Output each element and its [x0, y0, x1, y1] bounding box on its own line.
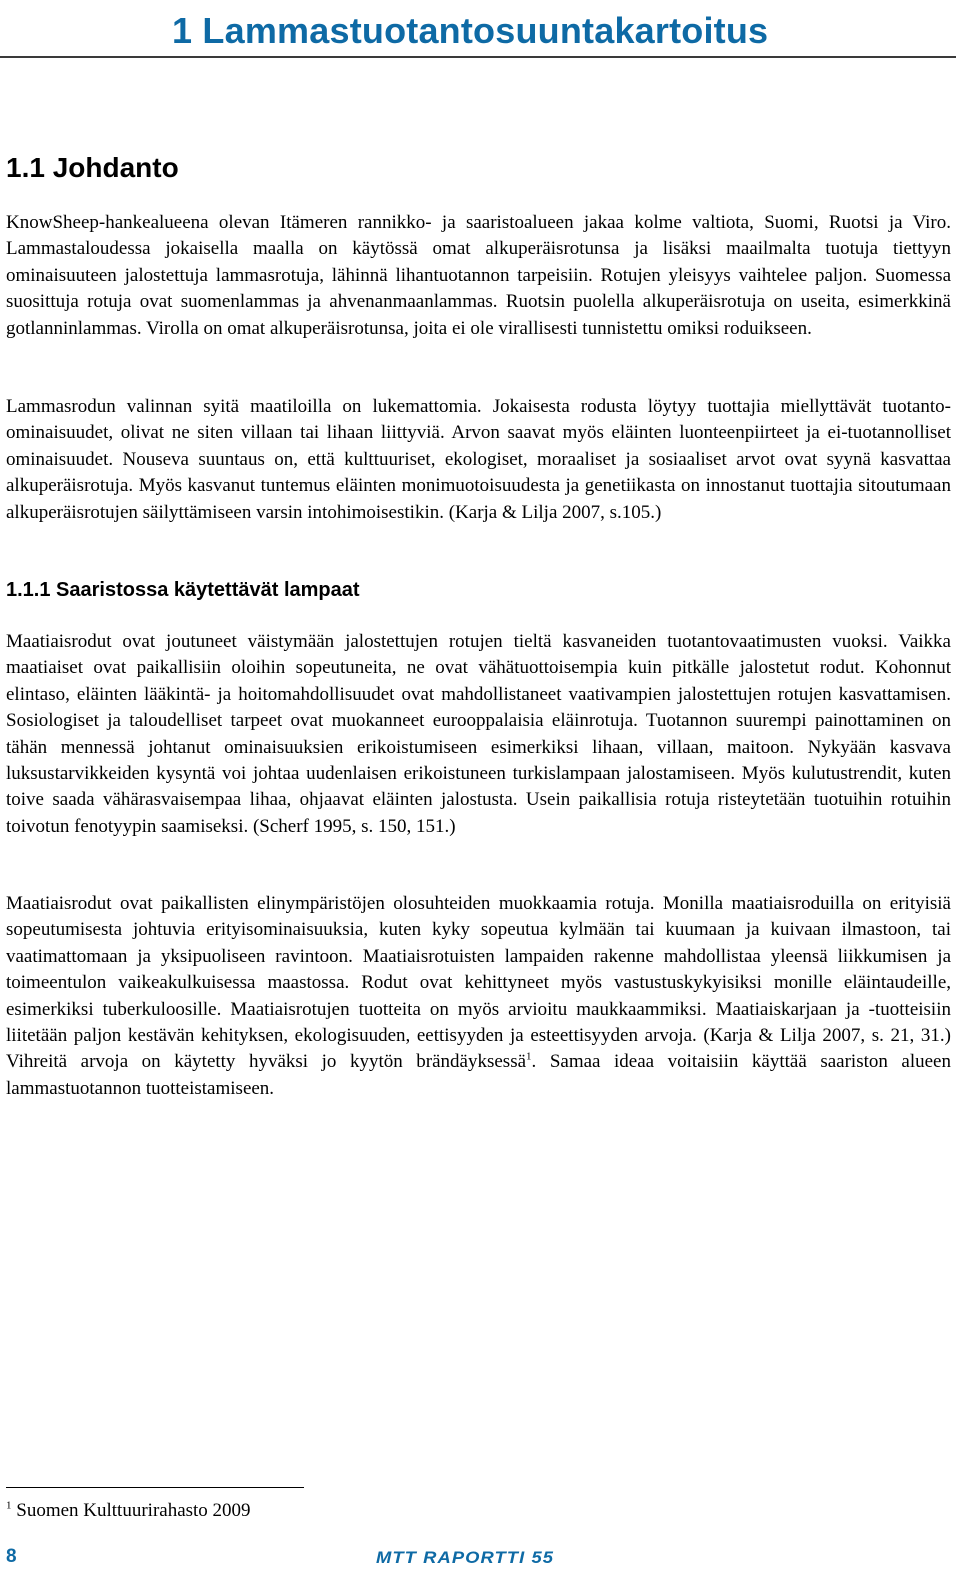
chapter-title: 1 Lammastuotantosuuntakartoitus	[172, 10, 769, 51]
section-heading: 1.1 Johdanto	[6, 152, 179, 183]
subsection-paragraph-2	[6, 891, 951, 1102]
footnote-divider	[6, 1487, 304, 1488]
paragraph-text: . Samaa ideaa voitaisiin käyttää saariston alueen lammastuotannon tuotteistamiseen.	[6, 1051, 951, 1099]
subsection-paragraph-1: Maatiaisrodut ovat joutuneet väistymään jalostettujen rotujen tieltä kasvaneiden tuotantovaatimusten vuoksi. Vaikka maatiaiset ovat paikallisiin oloihin sopeutuneita, ne ovat vähätuottoisempia kuin pitkälle jalostetut rodut. Kohonnut elintaso, eläinten lääkintä- ja hoitomahdollisuudet ovat mahdollistaneet vaativampien jalostettujen rotujen kasvattamisen. Sosiologiset ja taloudelliset tarpeet ovat muokanneet eurooppalaisia eläinrotuja. Tuotannon suurempi painottaminen on tähän mennessä johtanut ominaisuuksien erikoistumiseen esimerkiksi lihaan, villaan, maitoon. Nykyään kasvava luksustarvikkeiden kysyntä voi johtaa uudenlaisen erikoistuneen turkislampaan jalostamiseen. Myös kulutustrendit, kuten toive saada vähärasvaisempaa lihaa, ohjaavat eläinten jalostusta. Usein paikallisia rotuja risteytetään tuotuihin rotuihin toivotun fenotyypin saamiseksi. (Scherf 1995, s. 150, 151.)	[6, 631, 951, 837]
chapter-header	[0, 0, 956, 58]
subsection-heading: 1.1.1 Saaristossa käytettävät lampaat	[6, 579, 360, 601]
intro-paragraph-2: Lammasrodun valinnan syitä maatiloilla on lukemattomia. Jokaisesta rodusta löytyy tuottajia miellyttävät tuotanto-ominaisuudet, olivat ne siten villaan tai lihaan liittyviä. Arvon saavat myös eläinten luonteenpiirteet ja ei-tuotannolliset ominaisuudet. Nouseva suuntaus on, että kulttuuriset, ekologiset, moraaliset ja sosiaaliset arvot ovat syynä kasvattaa alkuperäisrotuja. Myös kasvanut tuntemus eläinten monimuotoisuudesta ja genetiikasta on innostanut tuottajia sitoutumaan alkuperäisrotujen säilyttämiseen varsin intohimoisestikin. (Karja & Lilja 2007, s.105.)	[6, 396, 951, 523]
report-series-name: MTT RAPORTTI 55	[376, 1548, 555, 1567]
footnote	[6, 1498, 251, 1524]
footnote-text: Suomen Kulttuurirahasto 2009	[16, 1500, 251, 1521]
intro-paragraph-1: KnowSheep-hankealueena olevan Itämeren rannikko- ja saaristoalueen jakaa kolme valtiota, Suomi, Ruotsi ja Viro. Lammastaloudessa jokaisella maalla on käytössä omat alkuperäisrotunsa ja lisäksi maailmalta tuotuja tiettyyn ominaisuuteen jalostettuja lammasrotuja, lähinnä lihantuotannon tarpeisiin. Rotujen yleisyys vaihtelee paljon. Suomessa suosittuja rotuja ovat suomenlammas ja ahvenanmaanlammas. Ruotsin puolella alkuperäisrotuja on useita, esimerkkinä gotlanninlammas. Virolla on omat alkuperäisrotunsa, joita ei ole virallisesti tunnistettu omiksi roduikseen.	[6, 212, 951, 339]
page-number: 8	[6, 1546, 17, 1567]
footnote-reference: 1	[526, 1051, 532, 1064]
paragraph-text: Maatiaisrodut ovat paikallisten elinympäristöjen olosuhteiden muokkaamia rotuja. Monilla maatiaisroduilla on erityisiä sopeutumisesta johtuvia erityisominaisuuksia, kuten kyky sopeutua kylmään tai kuumaan ja kuivaan ilmastoon, tai vaatimattomaan ja yksipuoliseen ravintoon. Maatiaisrotuisten lampaiden rakenne mahdollistaa yleensä liikkumisen ja toimeentulon vaikeakulkuisessa maastossa. Rodut ovat kehittyneet myös vastustuskykyisiksi monille eläintaudeille, esimerkiksi tuberkuloosille. Maatiaisrotujen tuotteita on myös arvioitu maukkaammiksi. Maatiaiskarjaan ja -tuotteisiin liitetään paljon kestävän kehityksen, ekologisuuden, eettisyyden ja esteettisyyden arvoja. (Karja & Lilja 2007, s. 21, 31.) Vihreitä arvoja on käytetty hyväksi jo kyytön brändäyksessä	[6, 893, 951, 1073]
footnote-marker: 1	[6, 1499, 12, 1512]
